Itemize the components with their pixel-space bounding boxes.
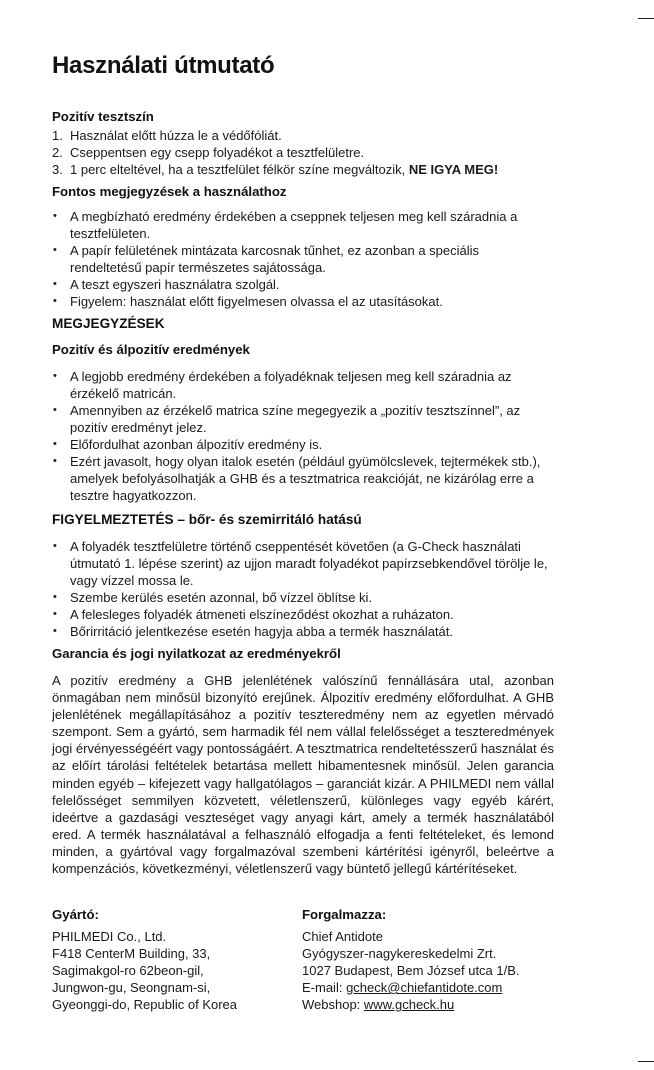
address-line: F418 CenterM Building, 33, xyxy=(52,946,211,962)
address-line: Gyeonggi-do, Republic of Korea xyxy=(52,997,238,1013)
list-item: • A teszt egyszeri használatra szolgál. xyxy=(52,276,554,293)
distributor-heading: Forgalmazza: xyxy=(302,907,387,923)
crop-mark-top xyxy=(638,18,654,19)
list-item: • A megbízható eredmény érdekében a cseppnek teljesen meg kell száradnia a tesztfelületen. xyxy=(52,208,554,242)
section-heading-false-positive: Pozitív és álpozitív eredmények xyxy=(52,342,250,357)
step-text: Használat előtt húzza le a védőfóliát. xyxy=(70,128,282,143)
distributor-block xyxy=(302,907,554,1013)
email-label: E-mail: xyxy=(302,980,347,996)
email-line xyxy=(302,979,554,996)
address-line: PHILMEDI Co., Ltd. xyxy=(52,929,167,945)
step-number: 2. xyxy=(52,145,63,160)
list-item: • Amennyiben az érzékelő matrica színe megegyezik a „pozitív tesztszínnel”, az pozitív eredményt jelez. xyxy=(52,402,554,436)
list-item xyxy=(52,161,554,178)
notes-list xyxy=(52,208,554,310)
webshop-line xyxy=(302,996,554,1013)
step-number: 1. xyxy=(52,128,63,143)
email-link[interactable]: gcheck@chiefantidote.com xyxy=(346,980,503,996)
crop-mark-bottom xyxy=(638,1061,654,1062)
address-line: Sagimakgol-ro 62beon-gil, xyxy=(52,963,204,979)
section-heading-notes: Fontos megjegyzések a használathoz xyxy=(52,184,287,199)
list-item: • A folyadék tesztfelületre történő cseppentését követően (a G-Check használati útmutató 1. lépése szerint) az ujjon maradt folyadékot papírzsebkendővel törölje le, vagy vízzel mossa le. xyxy=(52,538,554,589)
section-heading-positive: Pozitív tesztszín xyxy=(52,109,154,124)
document-page xyxy=(52,52,554,1013)
manufacturer-heading: Gyártó: xyxy=(52,907,99,923)
address-line: Chief Antidote xyxy=(302,929,383,945)
step-number: 3. xyxy=(52,162,63,177)
warning-list xyxy=(52,538,554,640)
list-item: • Figyelem: használat előtt figyelmesen olvassa el az utasításokat. xyxy=(52,293,554,310)
webshop-link[interactable]: www.gcheck.hu xyxy=(363,997,455,1013)
manufacturer-block xyxy=(52,907,302,1013)
section-heading-warning: FIGYELMEZTETÉS – bőr- és szemirritáló hatású xyxy=(52,512,362,527)
address-line: 1027 Budapest, Bem József utca 1/B. xyxy=(302,963,520,979)
false-positive-list xyxy=(52,368,554,504)
address-line: Gyógyszer-nagykereskedelmi Zrt. xyxy=(302,946,497,962)
list-item: • Előfordulhat azonban álpozitív eredmény is. xyxy=(52,436,554,453)
address-line: Jungwon-gu, Seongnam-si, xyxy=(52,980,211,996)
steps-list xyxy=(52,127,554,178)
list-item: • Szembe kerülés esetén azonnal, bő vízzel öblítse ki. xyxy=(52,589,554,606)
step-text: 1 perc elteltével, ha a tesztfelület félkör színe megváltozik, xyxy=(70,162,409,177)
list-item: • A felesleges folyadék átmeneti elszíneződést okozhat a ruházaton. xyxy=(52,606,554,623)
list-item xyxy=(52,127,554,144)
list-item: • Bőrirritáció jelentkezése esetén hagyja abba a termék használatát. xyxy=(52,623,554,640)
webshop-label: Webshop: xyxy=(302,997,364,1013)
step-warning: NE IGYA MEG! xyxy=(408,162,499,177)
list-item: • Ezért javasolt, hogy olyan italok esetén (például gyümölcslevek, tejtermékek stb.), amelyek befolyásolhatják a GHB és a tesztmatrica reakcióját, ne kizárólag erre a tesztre hagyatkozzon. xyxy=(52,453,554,504)
contact-columns xyxy=(52,907,554,1013)
section-heading-remarks: MEGJEGYZÉSEK xyxy=(52,316,165,331)
step-text: Cseppentsen egy csepp folyadékot a tesztfelületre. xyxy=(70,145,365,160)
page-title: Használati útmutató xyxy=(52,52,275,79)
warranty-paragraph: A pozitív eredmény a GHB jelenlétének valószínű fennállására utal, azonban önmagában nem minősül bizonyító erejűnek. Álpozitív eredmény előfordulhat. A GHB jelenlétének megállapításához a pozitív teszteredmény nem az egyetlen mérvadó szempont. Sem a gyártó, sem harmadik fél nem vállal felelősséget a teszteredmények jogi érvényességéért vagy pontosságáért. A tesztmatrica rendeltetésszerű használat és az előírt tárolási feltételek betartása mellett hibamentesnek minősül. Jelen garancia minden egyéb – kifejezett vagy hallgatólagos – garanciát kizár. A PHILMEDI nem vállal felelősséget semmilyen közvetett, véletlenszerű, különleges vagy egyéb kárért, ideértve a gazdasági veszteséget vagy anyagi kárt, amely a termék használatából ered. A termék használatával a felhasználó elfogadja a fenti feltételeket, és lemond minden, a gyártóval vagy forgalmazóval szembeni kártérítési igényről, beleértve a kompenzációs, következményi, véletlenszerű vagy büntető jellegű kártérítéseket. xyxy=(52,673,554,877)
list-item: • A papír felületének mintázata karcosnak tűnhet, ez azonban a speciális rendeltetésű papír természetes sajátossága. xyxy=(52,242,554,276)
list-item: • A legjobb eredmény érdekében a folyadéknak teljesen meg kell száradnia az érzékelő matricán. xyxy=(52,368,554,402)
section-heading-warranty: Garancia és jogi nyilatkozat az eredményekről xyxy=(52,646,341,661)
list-item xyxy=(52,144,554,161)
